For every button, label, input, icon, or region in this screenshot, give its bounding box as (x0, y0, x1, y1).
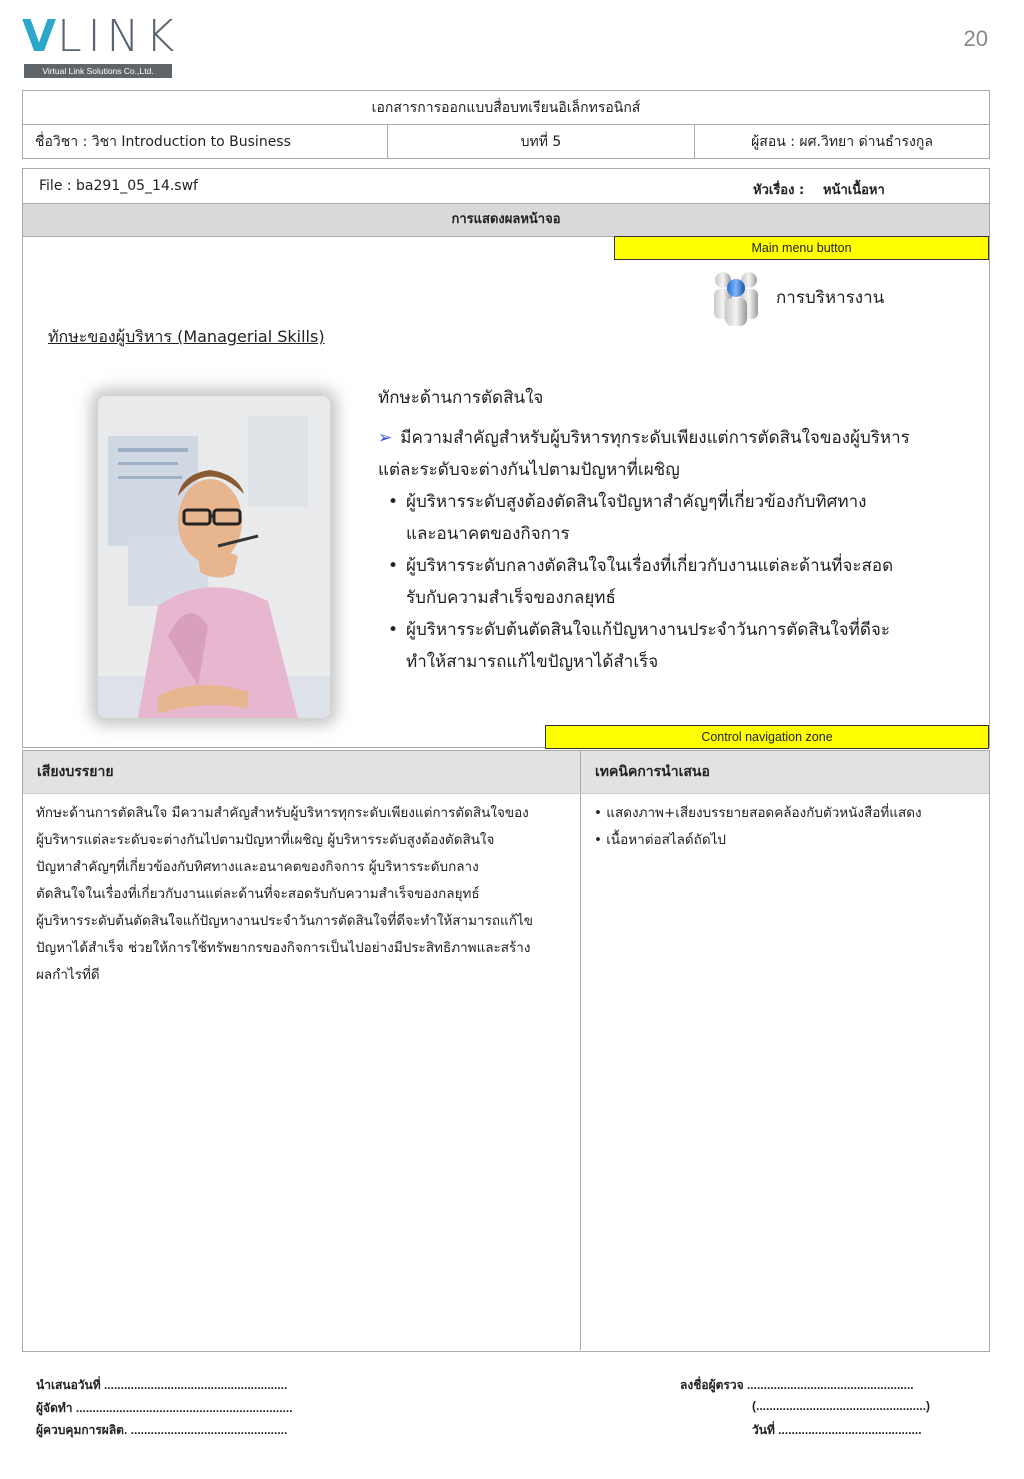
column-divider (580, 751, 581, 1350)
document-title: เอกสารการออกแบบสื่อบทเรียนอิเล็กทรอนิกส์ (23, 91, 990, 125)
menu-label[interactable]: การบริหารงาน (776, 288, 885, 308)
main-menu-tag: Main menu button (614, 236, 989, 260)
course-name: ชื่อวิชา : วิชา Introduction to Business (23, 125, 388, 159)
reviewer-signature-line: ลงชื่อผู้ตรวจ .................................................. (680, 1378, 914, 1392)
list-item: • เนื้อหาต่อสไลด์ถัดไป (594, 832, 726, 848)
control-navigation-tag: Control navigation zone (545, 725, 989, 749)
producer-line: ผู้จัดทำ ................................................................. (36, 1401, 293, 1415)
photo-man-thinking (98, 396, 330, 718)
section-title: ทักษะของผู้บริหาร (Managerial Skills) (48, 327, 325, 346)
file-name: File : ba291_05_14.swf (39, 178, 198, 194)
topic-value: หน้าเนื้อหา (823, 183, 885, 198)
instructor-name: ผู้สอน : ผศ.วิทยา ด่านธำรงกูล (695, 125, 990, 159)
bullet-list (378, 486, 938, 678)
list-item: • ผู้บริหารระดับกลางตัดสินใจในเรื่องที่เกี่ยวกับงานแต่ละด้านที่จะสอด รับกับความสำเร็จของกลยุทธ์ (402, 550, 938, 614)
technique-list (594, 800, 974, 854)
page-number: 20 (963, 26, 988, 51)
list-item: • แสดงภาพ+เสียงบรรยายสอดคล้องกับตัวหนังสือที่แสดง (594, 805, 922, 821)
topic-label: หัวเรื่อง : (753, 183, 805, 198)
presented-date-line: นำเสนอวันที่ ....................................................... (36, 1378, 288, 1392)
list-item: • ผู้บริหารระดับต้นตัดสินใจแก้ปัญหางานประจำวันการตัดสินใจที่ดีจะ ทำให้สามารถแก้ไขปัญหาได้สำเร็จ (402, 614, 938, 678)
list-item: • ผู้บริหารระดับสูงต้องตัดสินใจปัญหาสำคัญๆที่เกี่ยวข้องกับทิศทาง และอนาคตของกิจการ (402, 486, 938, 550)
chapter-number: บทที่ 5 (388, 125, 695, 159)
content-subheading: ทักษะด้านการตัดสินใจ (378, 388, 544, 408)
review-date-line: วันที่ ........................................... (752, 1423, 922, 1437)
header-divider (23, 793, 989, 794)
document-header-table (22, 90, 990, 159)
logo-tagline: Virtual Link Solutions Co.,Ltd. (24, 64, 172, 78)
file-row (23, 169, 989, 203)
lead-paragraph: ➢ มีความสำคัญสำหรับผู้บริหารทุกระดับเพียงแต่การตัดสินใจของผู้บริหาร แต่ละระดับจะต่างกันไปตามปัญหาที่เผชิญ (378, 428, 910, 480)
technique-header: เทคนิคการนำเสนอ (581, 751, 989, 793)
display-section-bar: การแสดงผลหน้าจอ (23, 203, 989, 237)
production-controller-line: ผู้ควบคุมการผลิต. ............................................... (36, 1423, 288, 1437)
logo-wordmark: VLINK (22, 11, 181, 62)
content-body (378, 382, 938, 678)
narration-header: เสียงบรรยาย (23, 751, 580, 793)
people-icon[interactable] (712, 270, 760, 328)
reviewer-name-line: (...................................................) (752, 1399, 931, 1413)
company-logo (22, 11, 181, 76)
narration-text: ทักษะด้านการตัดสินใจ มีความสำคัญสำหรับผู้บริหารทุกระดับเพียงแต่การตัดสินใจของ ผู้บริหารแต่ละระดับจะต่างกันไปตามปัญหาที่เผชิญ ผู้บริหารระดับสูงต้องตัดสินใจ ปัญหาสำคัญๆที่เกี่ยวข้องกับทิศทางและอนาคตของกิจการ ผู้บริหารระดับกลาง ตัดสินใจในเรื่องที่เกี่ยวกับงานแต่ละด้านที่จะสอดรับกับความสำเร็จของกลยุทธ์ ผู้บริหารระดับต้นตัดสินใจแก้ปัญหางานประจำวันการตัดสินใจที่ดีจะทำให้สามารถแก้ไข ปัญหาได้สำเร็จ ช่วยให้การใช้ทรัพยากรของกิจการเป็นไปอย่างมีประสิทธิภาพและสร้าง ผลกำไรที่ดี (36, 805, 533, 983)
arrow-bullet-icon: ➢ (378, 428, 393, 448)
